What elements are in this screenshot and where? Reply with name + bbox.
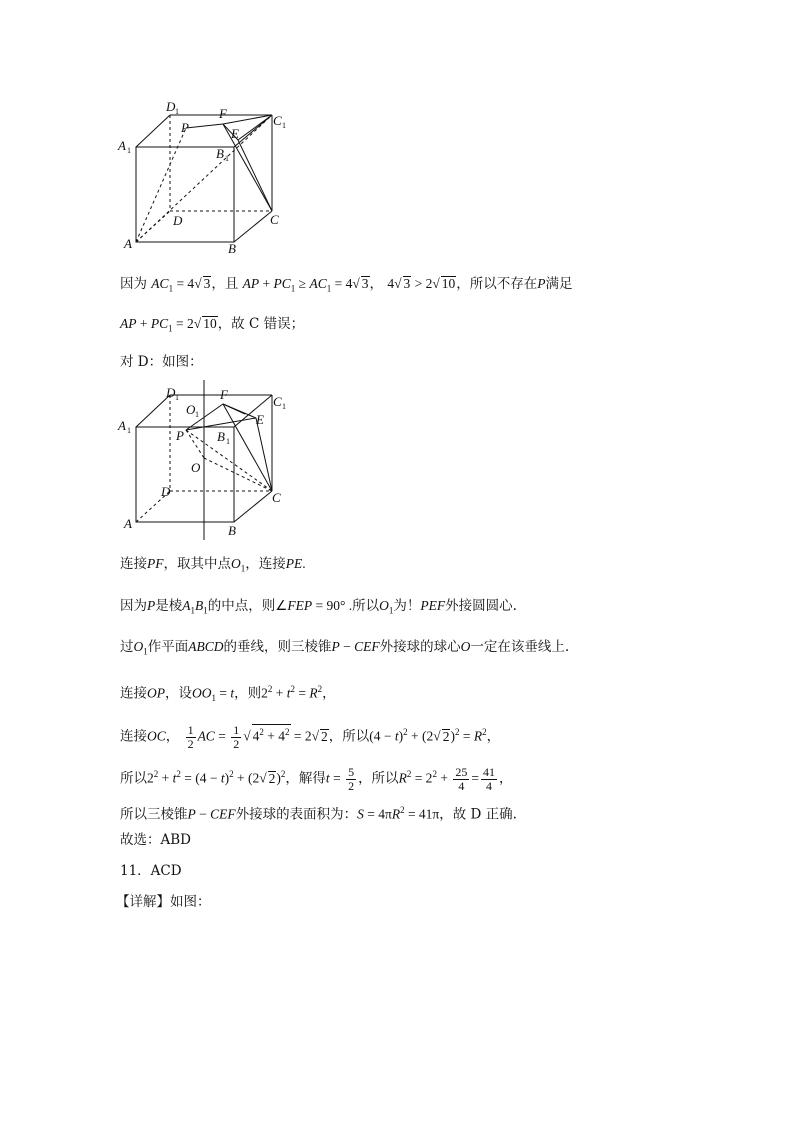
label-C1-sub: 1	[282, 402, 286, 411]
label-B1: B	[217, 429, 225, 444]
label-P: P	[181, 120, 189, 135]
text-line-11: 故选：ABD	[120, 832, 191, 848]
text-line-1: 因为 $AC_1 = 4√$ 3，且 AP + $PC_1 \ge AC_1 = 4√$ 3， 4√ 3 > 2√ 10，所以不存在P满足	[120, 276, 573, 294]
label-C1: C	[273, 394, 282, 409]
label-B: B	[228, 523, 236, 538]
label-D1-sub: 1	[175, 393, 179, 402]
label-D: D	[173, 213, 183, 228]
text-line-9: 所以$2^2 + t^2 = (4 - t)^2 + (2√$ 2)$^2$，解得t = $\frac{5}{2}$ ，所以$R^2 = 2^2$ + $\frac{25}{4}$ = $\frac{41}{4}$ ，	[120, 764, 513, 793]
label-O: O	[191, 460, 201, 475]
label-D1-sub: 1	[175, 107, 179, 116]
label-B1-sub: 1	[225, 154, 229, 163]
label-B1: B	[216, 146, 224, 161]
label-B1-sub: 1	[226, 437, 230, 446]
label-F: F	[220, 387, 228, 402]
label-D1: D	[166, 99, 176, 114]
text-line-4: 连接PF，取其中点$O_1$，连接PE.	[120, 556, 306, 574]
text-line-6: 过$O_1$作平面ABCD的垂线，则三棱锥P − CEF外接球的球心O一定在该垂线上.	[120, 639, 570, 657]
label-C1: C	[273, 113, 282, 128]
label-A1-sub: 1	[127, 146, 131, 155]
label-C: C	[270, 212, 279, 227]
text-line-3: 对 D：如图：	[120, 354, 203, 370]
label-C: C	[272, 490, 281, 505]
label-D1: D	[166, 385, 176, 400]
label-A: A	[124, 236, 132, 251]
figure-cube-1	[110, 98, 300, 262]
label-P: P	[176, 428, 184, 443]
label-C1-sub: 1	[282, 121, 286, 130]
question-11-answer: 11．ACD	[120, 863, 182, 879]
text-line-8: 连接OC， $\frac{1}{2}$ AC = $\frac{1}{2}$ √ $4^2 + 4^2 = 2√$ 2，所以$(4 - t)^2 + (2√$ $2)^2 = R^2$，	[120, 722, 501, 751]
label-O1: O	[186, 402, 196, 417]
text-line-10: 所以三棱锥P − CEF外接球的表面积为：$S = 4\pi R^2 = 41\pi$，故 D 正确.	[120, 805, 517, 823]
label-A1-sub: 1	[127, 426, 131, 435]
label-E: E	[256, 412, 264, 427]
label-A: A	[124, 516, 132, 531]
label-A1: A	[118, 418, 126, 433]
label-O1-sub: 1	[195, 410, 199, 419]
label-E: E	[231, 126, 239, 141]
text-line-2: AP + $PC_1 = 2√$ 10，故 C 错误；	[120, 316, 305, 334]
label-B: B	[228, 241, 236, 256]
label-D: D	[161, 484, 171, 499]
detail-heading: 【详解】如图：	[116, 894, 211, 910]
label-A1: A	[118, 138, 126, 153]
text-line-7: 连接OP，设$OO_1 = t$，则$2^2 + t^2 = R^2$，	[120, 684, 336, 704]
text-line-5: 因为P是棱$A_1B_1$的中点，则∠FEP = 90° .所以$O_1$为！PEF外接圆圆心.	[120, 598, 517, 616]
label-F: F	[219, 106, 227, 121]
figure-cube-2	[110, 378, 300, 547]
